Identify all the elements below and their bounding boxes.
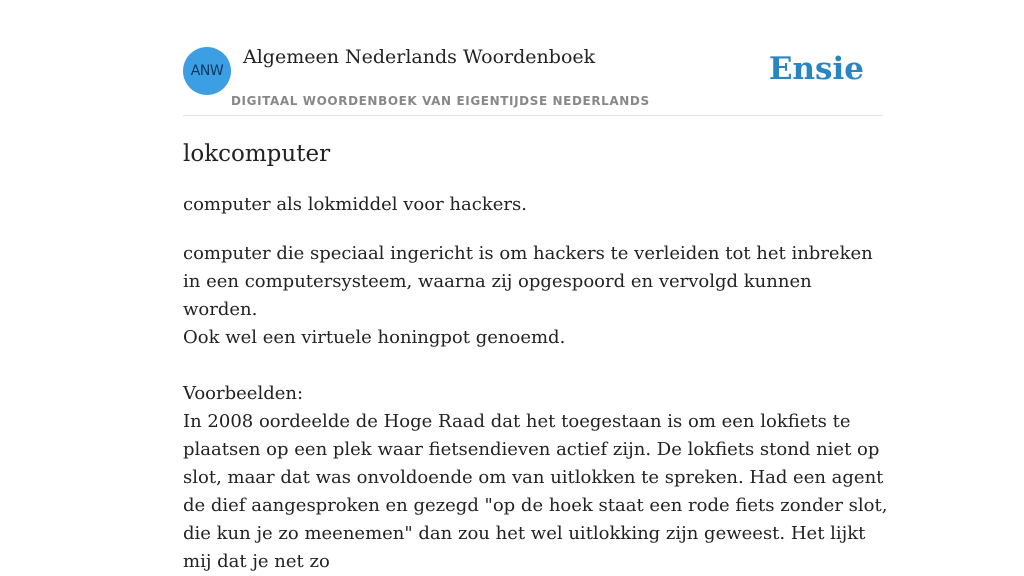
site-header: [183, 0, 883, 116]
spacer: [183, 352, 888, 380]
entry-body: [183, 240, 888, 576]
ensie-brand-link[interactable]: Ensie: [768, 51, 864, 87]
examples-label: Voorbeelden:: [183, 383, 304, 404]
short-definition: computer als lokmiddel voor hackers.: [183, 194, 527, 215]
also-known-text: Ook wel een virtuele honingpot genoemd.: [183, 327, 566, 348]
anw-logo-icon[interactable]: ANW: [183, 47, 231, 95]
site-subtitle: DIGITAAL WOORDENBOEK VAN EIGENTIJDSE NEDERLANDS: [231, 94, 650, 108]
example-text: In 2008 oordeelde de Hoge Raad dat het toegestaan is om een lokfiets te plaatsen op een plek waar fietsendieven actief zijn. De lokfiets stond niet op slot, maar dat was onvoldoende om van uitlokken te spreken. Had een agent de dief aangesproken en gezegd "op de hoek staat een rode fiets zonder slot, die kun je zo meenemen" dan zou het wel uitlokking zijn geweest. Het lijkt mij dat je net zo: [183, 411, 888, 572]
entry-title: lokcomputer: [183, 141, 331, 167]
site-title[interactable]: Algemeen Nederlands Woordenboek: [243, 46, 596, 68]
page: [183, 0, 888, 572]
definition-text: computer die speciaal ingericht is om hackers te verleiden tot het inbreken in een computersysteem, waarna zij opgespoord en vervolgd kunnen worden.: [183, 243, 873, 320]
